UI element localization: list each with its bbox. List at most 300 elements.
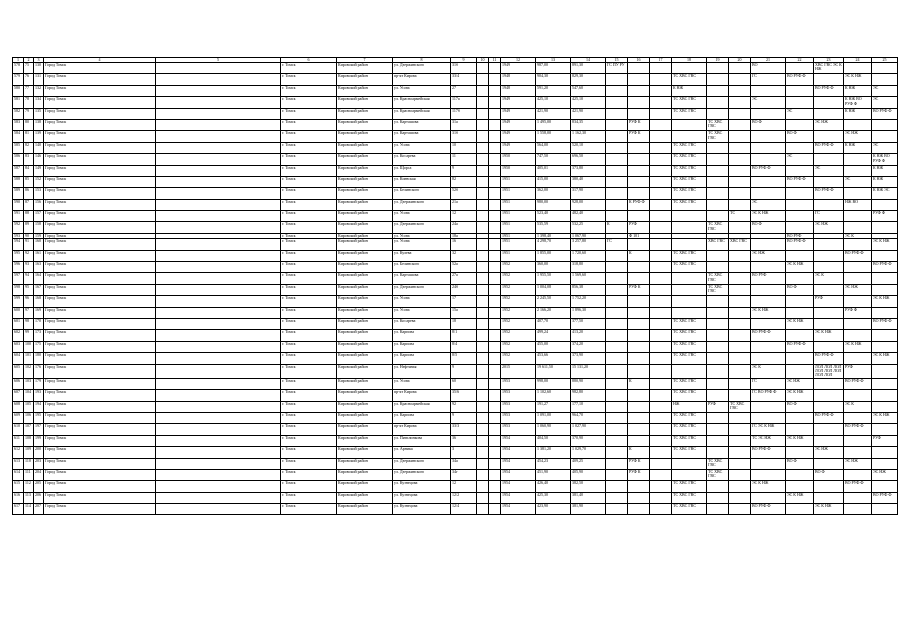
table-cell xyxy=(844,211,872,222)
table-cell: ТС ХВС ГВС xyxy=(672,165,707,176)
table-cell xyxy=(650,458,672,469)
table-cell: 109 xyxy=(24,447,34,458)
table-cell: ЭС xyxy=(786,108,814,119)
table-cell xyxy=(606,154,628,165)
table-cell: г. Томск xyxy=(281,284,337,295)
table-cell xyxy=(729,330,751,341)
table-cell: 413,20 xyxy=(571,330,606,341)
table-cell xyxy=(156,364,281,378)
table-cell xyxy=(477,319,489,330)
table-cell: 131 xyxy=(34,74,44,85)
table-cell: 159 xyxy=(34,233,44,238)
table-cell: 12/4 xyxy=(451,504,477,515)
table-cell: 415,00 xyxy=(536,176,571,187)
table-cell xyxy=(628,492,650,503)
table-cell: К НЖ xyxy=(872,176,898,187)
table-cell: ВО РУФ Ф xyxy=(814,85,844,96)
table-cell: 1952 xyxy=(501,341,536,352)
table-cell xyxy=(729,390,751,401)
table-cell xyxy=(628,188,650,199)
table-cell: РУФ Ф xyxy=(872,211,898,222)
table-cell xyxy=(650,504,672,515)
table-cell xyxy=(156,458,281,469)
table-cell: 149 xyxy=(34,165,44,176)
table-cell: 103 xyxy=(24,378,34,389)
table-cell xyxy=(729,447,751,458)
table-cell: Кировский район xyxy=(337,165,393,176)
table-cell: ЭС xyxy=(872,85,898,96)
table-cell xyxy=(729,284,751,295)
table-cell: 18а xyxy=(451,233,477,238)
column-number-cell: 20 xyxy=(729,58,751,63)
table-cell xyxy=(477,307,489,318)
table-cell xyxy=(729,222,751,233)
table-cell xyxy=(729,353,751,364)
table-cell: ЭС К НЖ xyxy=(814,504,844,515)
table-cell xyxy=(844,447,872,458)
table-cell: К НЖ ЭС xyxy=(872,188,898,199)
table-cell: Кировский район xyxy=(337,97,393,108)
table-cell xyxy=(477,108,489,119)
table-cell xyxy=(156,307,281,318)
table-cell: 2 245,50 xyxy=(536,296,571,307)
table-cell: 409,25 xyxy=(571,458,606,469)
table-cell: 578 xyxy=(13,63,24,74)
table-cell: ВО РУФ xyxy=(751,273,786,284)
table-cell: Город Томск xyxy=(44,504,156,515)
table-cell: ВО Ф xyxy=(786,458,814,469)
table-cell xyxy=(650,250,672,261)
table-cell: ТС ЭС НЖ xyxy=(751,435,786,446)
table-cell: г. Томск xyxy=(281,176,337,187)
table-cell: 1949 xyxy=(501,63,536,74)
table-cell: г. Томск xyxy=(281,233,337,238)
table-cell: ТС ХВС ГВС xyxy=(707,284,729,295)
table-cell xyxy=(729,364,751,378)
table-cell: г. Томск xyxy=(281,142,337,153)
table-cell: 1 004,08 xyxy=(536,284,571,295)
table-cell xyxy=(489,458,501,469)
table-cell: 1951 xyxy=(501,222,536,233)
table-cell: 405,01 xyxy=(536,165,571,176)
table-cell xyxy=(786,469,814,480)
table-cell: 207 xyxy=(34,504,44,515)
table-cell: 1954 xyxy=(501,492,536,503)
table-row xyxy=(13,63,898,74)
table-cell xyxy=(156,469,281,480)
table-cell xyxy=(729,131,751,142)
table-cell xyxy=(650,492,672,503)
table-cell xyxy=(477,85,489,96)
table-cell: 606 xyxy=(13,378,24,389)
table-cell: 1954 xyxy=(501,504,536,515)
table-cell xyxy=(156,154,281,165)
table-cell: Кировский район xyxy=(337,481,393,492)
table-cell: г. Томск xyxy=(281,390,337,401)
table-cell: ул. Кузнецова xyxy=(393,492,451,503)
table-cell xyxy=(844,492,872,503)
table-cell: ЭС К НЖ xyxy=(872,353,898,364)
table-cell: ВО РУФ Ф xyxy=(844,424,872,435)
table-cell xyxy=(489,222,501,233)
table-cell: Город Томск xyxy=(44,341,156,352)
table-cell: г. Томск xyxy=(281,211,337,222)
table-cell xyxy=(844,435,872,446)
table-cell: 12/2 xyxy=(451,492,477,503)
table-cell xyxy=(156,108,281,119)
table-cell: 1951 xyxy=(501,211,536,222)
table-cell: 597 xyxy=(13,273,24,284)
table-cell: 1953 xyxy=(501,412,536,423)
table-cell: 407,70 xyxy=(536,319,571,330)
table-cell xyxy=(606,364,628,378)
table-cell: Город Томск xyxy=(44,250,156,261)
table-cell xyxy=(477,447,489,458)
table-cell: 594 xyxy=(13,239,24,250)
table-cell: г. Томск xyxy=(281,435,337,446)
table-cell: 318,80 xyxy=(571,262,606,273)
table-cell: Кировский район xyxy=(337,176,393,187)
table-cell xyxy=(650,353,672,364)
table-cell: 1 896,30 xyxy=(571,307,606,318)
table-cell: 91 xyxy=(24,239,34,250)
column-number-cell: 11 xyxy=(489,58,501,63)
table-cell: г. Томск xyxy=(281,239,337,250)
table-cell: ул. Карташова xyxy=(393,119,451,130)
table-cell xyxy=(707,199,729,210)
table-cell: 586 xyxy=(13,154,24,165)
table-cell: 605 xyxy=(13,364,24,378)
table-cell xyxy=(751,284,786,295)
table-cell: 101 xyxy=(24,353,34,364)
table-cell: 499,24 xyxy=(536,330,571,341)
table-row xyxy=(13,492,898,503)
column-number-cell: 1 xyxy=(13,58,24,63)
table-cell: РУФ К xyxy=(628,469,650,480)
table-cell: ВО РУФ Ф xyxy=(872,108,898,119)
table-cell: 523,40 xyxy=(536,211,571,222)
table-cell xyxy=(872,364,898,378)
table-cell xyxy=(477,142,489,153)
table-cell xyxy=(628,273,650,284)
table-cell xyxy=(650,108,672,119)
table-cell: ТС xyxy=(729,211,751,222)
table-cell xyxy=(650,142,672,153)
table-cell: РУФ Ф xyxy=(844,307,872,318)
table-cell: 9 xyxy=(451,412,477,423)
table-cell: Кировский район xyxy=(337,447,393,458)
table-cell: г. Томск xyxy=(281,250,337,261)
table-cell: ХВС ГВС xyxy=(707,239,729,250)
table-cell xyxy=(606,469,628,480)
table-cell: г. Томск xyxy=(281,401,337,412)
table-cell: 609 xyxy=(13,412,24,423)
table-cell: 82 xyxy=(24,142,34,153)
table-cell xyxy=(650,364,672,378)
table-cell xyxy=(156,447,281,458)
table-cell xyxy=(628,74,650,85)
table-cell xyxy=(477,176,489,187)
table-cell xyxy=(628,330,650,341)
table-cell xyxy=(672,458,707,469)
table-cell: 117а xyxy=(451,97,477,108)
table-cell xyxy=(156,378,281,389)
table-cell: ТС ХВС ГВС xyxy=(672,199,707,210)
table-cell xyxy=(707,154,729,165)
table-cell: г. Томск xyxy=(281,353,337,364)
table-cell xyxy=(650,63,672,74)
table-cell: ЭС xyxy=(814,165,844,176)
table-cell: ВО РУФ Ф xyxy=(786,74,814,85)
table-cell: ТС ХВС ГВС xyxy=(707,131,729,142)
table-cell: 425,10 xyxy=(536,97,571,108)
table-cell: 1 752,20 xyxy=(571,296,606,307)
table-cell: ЭС НЖ xyxy=(751,250,786,261)
table-cell: 34а xyxy=(451,458,477,469)
table-cell: Кировский район xyxy=(337,307,393,318)
table-cell xyxy=(729,188,751,199)
table-cell xyxy=(672,364,707,378)
table-cell: ЭС НЖ xyxy=(814,222,844,233)
table-cell: ул. Усова xyxy=(393,211,451,222)
table-cell xyxy=(489,74,501,85)
table-cell: ул. Кузнецова xyxy=(393,481,451,492)
table-cell: г. Томск xyxy=(281,119,337,130)
table-cell: ЭС К НЖ xyxy=(786,492,814,503)
table-cell xyxy=(729,273,751,284)
table-cell: 590 xyxy=(13,199,24,210)
table-cell: ТС ХВС ГВС xyxy=(729,401,751,412)
table-cell xyxy=(814,424,844,435)
table-cell: 31б xyxy=(451,63,477,74)
table-cell: 138 xyxy=(34,119,44,130)
table-cell: 36 xyxy=(451,435,477,446)
table-cell: ТС ХВС ГВС xyxy=(672,390,707,401)
table-cell: Кировский район xyxy=(337,364,393,378)
table-cell: 82 xyxy=(451,176,477,187)
table-row xyxy=(13,211,898,222)
table-cell: Кировский район xyxy=(337,458,393,469)
table-cell: ул. Дзержинского xyxy=(393,284,451,295)
table-cell: Город Томск xyxy=(44,378,156,389)
table-cell xyxy=(672,222,707,233)
table-cell xyxy=(707,85,729,96)
table-cell: 105 xyxy=(24,401,34,412)
table-cell: 107 xyxy=(24,424,34,435)
table-cell xyxy=(628,504,650,515)
table-cell xyxy=(650,319,672,330)
table-cell: 161 xyxy=(34,250,44,261)
table-cell: Кировский район xyxy=(337,250,393,261)
table-cell: ул. Нефтяная xyxy=(393,364,451,378)
table-cell xyxy=(489,364,501,378)
table-cell: Город Томск xyxy=(44,284,156,295)
table-cell xyxy=(751,401,786,412)
table-cell xyxy=(844,119,872,130)
table-cell: г. Томск xyxy=(281,412,337,423)
table-cell xyxy=(729,481,751,492)
table-cell: ВО Ф xyxy=(751,222,786,233)
column-number-cell: 19 xyxy=(707,58,729,63)
table-cell: К НЖ xyxy=(872,165,898,176)
table-cell xyxy=(844,330,872,341)
table-cell xyxy=(751,469,786,480)
table-cell: ул. Карпова xyxy=(393,330,451,341)
table-cell xyxy=(477,131,489,142)
table-cell xyxy=(751,142,786,153)
table-cell xyxy=(606,74,628,85)
table-cell: 588 xyxy=(13,176,24,187)
table-cell xyxy=(489,469,501,480)
table-cell: 856,38 xyxy=(571,284,606,295)
table-cell: 16 xyxy=(451,239,477,250)
table-cell: 547,60 xyxy=(571,85,606,96)
table-cell: 1952 xyxy=(501,330,536,341)
table-cell: Кировский район xyxy=(337,378,393,389)
table-cell xyxy=(707,353,729,364)
table-cell: 1948 xyxy=(501,85,536,96)
table-row xyxy=(13,74,898,85)
table-cell xyxy=(628,211,650,222)
table-cell: 19 611,50 xyxy=(536,364,571,378)
table-row xyxy=(13,390,898,401)
table-cell: г. Томск xyxy=(281,154,337,165)
table-cell xyxy=(606,458,628,469)
table-cell: ул. Пятилинкова xyxy=(393,435,451,446)
table-cell xyxy=(707,307,729,318)
table-cell: 1954 xyxy=(501,447,536,458)
table-row xyxy=(13,296,898,307)
table-cell: 589 xyxy=(13,188,24,199)
table-cell xyxy=(606,390,628,401)
table-cell: 140 xyxy=(34,142,44,153)
table-cell: 77 xyxy=(24,85,34,96)
table-cell: 139 xyxy=(34,131,44,142)
table-cell: 928,00 xyxy=(571,199,606,210)
table-cell xyxy=(729,341,751,352)
table-row xyxy=(13,469,898,480)
table-cell xyxy=(156,424,281,435)
table-cell: ул. Белинского xyxy=(393,188,451,199)
table-cell: 108 xyxy=(24,435,34,446)
table-cell: 179 xyxy=(34,378,44,389)
table-cell: ТС ХВС ГВС xyxy=(672,142,707,153)
table-cell: ТС ХВС ГВС xyxy=(672,424,707,435)
table-cell: К xyxy=(606,222,628,233)
table-cell: 204 xyxy=(34,469,44,480)
table-cell: ЭС К НЖ xyxy=(786,319,814,330)
table-cell: 373,90 xyxy=(571,353,606,364)
table-cell: Кировский район xyxy=(337,284,393,295)
table-cell: Город Томск xyxy=(44,222,156,233)
table-cell: ВО РУФ Ф xyxy=(872,319,898,330)
table-row xyxy=(13,188,898,199)
table-cell: Кировский район xyxy=(337,222,393,233)
table-cell: ВО Ф xyxy=(786,284,814,295)
table-cell xyxy=(707,424,729,435)
table-cell: ТС ХВС ГВС xyxy=(672,97,707,108)
table-cell xyxy=(751,154,786,165)
table-cell: ТС ХВС ГВС xyxy=(672,250,707,261)
table-cell: ВО РУФ Ф xyxy=(844,250,872,261)
table-cell: Город Томск xyxy=(44,435,156,446)
table-cell xyxy=(729,85,751,96)
table-cell xyxy=(707,378,729,389)
table-cell: ВО РУФ Ф xyxy=(751,447,786,458)
table-cell: Кировский район xyxy=(337,330,393,341)
table-cell: 591 xyxy=(13,211,24,222)
table-cell: ЭС К НЖ xyxy=(786,262,814,273)
table-cell: ул. Киевская xyxy=(393,176,451,187)
table-cell xyxy=(628,307,650,318)
table-cell: 21а xyxy=(451,199,477,210)
table-cell xyxy=(606,273,628,284)
table-cell: 362,00 xyxy=(536,188,571,199)
table-cell: 24а xyxy=(451,222,477,233)
table-cell: 52б xyxy=(451,188,477,199)
table-cell: Кировский район xyxy=(337,424,393,435)
table-cell: ВО РУФ Ф xyxy=(872,262,898,273)
table-cell: Кировский район xyxy=(337,504,393,515)
table-cell xyxy=(872,307,898,318)
table-cell xyxy=(707,492,729,503)
table-cell xyxy=(606,504,628,515)
table-cell: г. Томск xyxy=(281,273,337,284)
table-cell: 600 xyxy=(13,307,24,318)
table-cell: Город Томск xyxy=(44,307,156,318)
table-cell xyxy=(489,284,501,295)
table-cell: г. Томск xyxy=(281,131,337,142)
table-cell: 80 xyxy=(24,119,34,130)
table-cell: 454,23 xyxy=(536,458,571,469)
table-cell: 1 102,60 xyxy=(536,390,571,401)
table-cell: ул. Усова xyxy=(393,296,451,307)
table-cell xyxy=(751,188,786,199)
table-cell xyxy=(477,481,489,492)
table-cell: Кировский район xyxy=(337,469,393,480)
table-cell: ЭС К НЖ xyxy=(786,390,814,401)
column-number-cell: 21 xyxy=(751,58,786,63)
table-cell xyxy=(814,108,844,119)
table-cell: Кировский район xyxy=(337,401,393,412)
table-cell: ЭС xyxy=(872,142,898,153)
table-cell: 1 162,30 xyxy=(571,131,606,142)
column-number-cell: 17 xyxy=(650,58,672,63)
table-cell: 193 xyxy=(34,390,44,401)
table-cell xyxy=(707,211,729,222)
table-cell: ТС ХВС ГВС xyxy=(707,469,729,480)
table-cell: 1 027,90 xyxy=(571,424,606,435)
table-cell: г. Томск xyxy=(281,492,337,503)
table-cell: Кировский район xyxy=(337,412,393,423)
column-number-cell: 2 xyxy=(24,58,34,63)
table-cell xyxy=(489,85,501,96)
table-cell xyxy=(489,378,501,389)
table-cell: 75 xyxy=(24,63,34,74)
table-cell: 1 569,60 xyxy=(571,273,606,284)
table-cell xyxy=(729,154,751,165)
table-cell: 1949 xyxy=(501,142,536,153)
table-cell: Кировский район xyxy=(337,119,393,130)
table-cell: г. Томск xyxy=(281,199,337,210)
table-cell: 580 xyxy=(13,85,24,96)
table-cell xyxy=(489,142,501,153)
table-cell: 1954 xyxy=(501,469,536,480)
table-cell xyxy=(672,273,707,284)
table-cell xyxy=(729,63,751,74)
table-cell xyxy=(156,131,281,142)
column-number-cell: 22 xyxy=(786,58,814,63)
